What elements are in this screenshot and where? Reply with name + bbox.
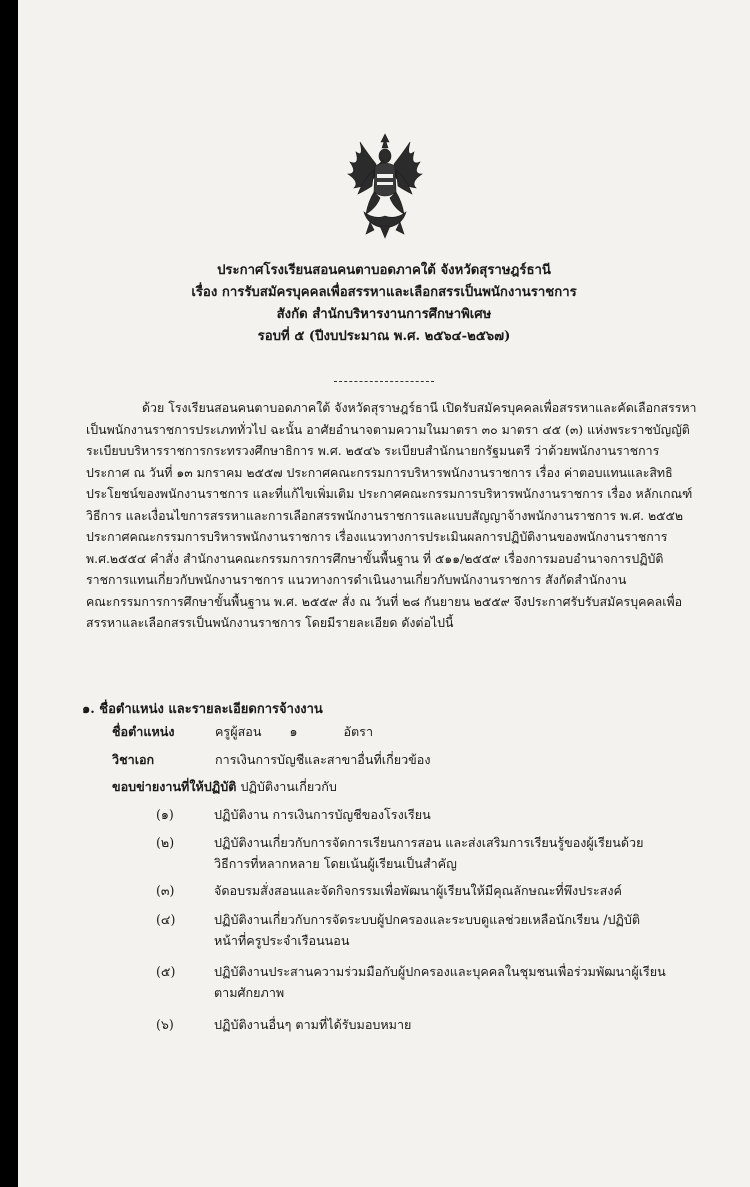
garuda-emblem-icon [330, 130, 440, 240]
heading-line-4: รอบที่ ๕ (ปีงบประมาณ พ.ศ. ๒๕๖๔-๒๕๖๗) [257, 329, 511, 344]
intro-line: วิธีการ และเงื่อนไขการสรรหาและการเลือกสรรพนักงานราชการและแบบสัญญาจ้างพนักงานราชการ พ.ศ. ๒๕๕๒ [86, 507, 684, 523]
duty-number: (๑) [156, 807, 174, 822]
duty-number: (๕) [156, 964, 176, 979]
major-row [112, 750, 430, 770]
duty-text: ปฏิบัติงานอื่นๆ ตามที่ได้รับมอบหมาย [214, 1017, 412, 1032]
intro-line: เป็นพนักงานราชการประเภททั่วไป ฉะนั้น อาศัยอำนาจตามความในมาตรา ๓๐ มาตรา ๔๕ (๓) แห่งพระราชบัญญัติ [86, 421, 690, 437]
position-count-label: อัตรา [343, 724, 374, 739]
intro-line: สรรหาและเลือกสรรเป็นพนักงานราชการ โดยมีรายละเอียด ดังต่อไปนี้ [86, 615, 454, 630]
intro-line: พ.ศ.๒๕๕๔ คำสั่ง สำนักงานคณะกรรมการการศึกษาขั้นพื้นฐาน ที่ ๕๑๑/๒๕๕๙ เรื่องการมอบอำนาจการปฏิบัติ [86, 550, 664, 566]
position-count-number: ๑ [289, 724, 298, 739]
heading-line-3: สังกัด สำนักบริหารงานการศึกษาพิเศษ [276, 307, 492, 322]
intro-line: ประกาศ ณ วันที่ ๑๓ มกราคม ๒๕๕๗ ประกาศคณะกรรมการบริหารพนักงานราชการ เรื่อง ค่าตอบแทนและสิทธิ [86, 464, 673, 480]
duty-text: ปฏิบัติงานเกี่ยวกับการจัดการเรียนการสอน และส่งเสริมการเรียนรู้ของผู้เรียนด้วย [214, 835, 644, 850]
intro-paragraph [86, 397, 738, 634]
heading-line-1: ประกาศโรงเรียนสอนคนตาบอดภาคใต้ จังหวัดสุราษฎร์ธานี [217, 263, 551, 278]
scope-row [112, 777, 337, 797]
duty-number: (๔) [156, 912, 176, 927]
duty-text: จัดอบรมสั่งสอนและจัดกิจกรรมเพื่อพัฒนาผู้เรียนให้มีคุณลักษณะที่พึงประสงค์ [214, 883, 622, 898]
duty-text: ปฏิบัติงานเกี่ยวกับการจัดระบบผู้ปกครองและระบบดูแลช่วยเหลือนักเรียน /ปฏิบัติ [214, 912, 641, 927]
position-value: ครูผู้สอน [215, 724, 262, 739]
heading-divider [334, 381, 434, 382]
intro-line: ราชการแทนเกี่ยวกับพนักงานราชการ แนวทางการดำเนินงานเกี่ยวกับพนักงานราชการ สังกัดสำนักงาน [86, 572, 627, 587]
duty-text: วิธีการที่หลากหลาย โดยเน้นผู้เรียนเป็นสำคัญ [214, 856, 457, 871]
major-value: การเงินการบัญชีและสาขาอื่นที่เกี่ยวข้อง [215, 752, 431, 767]
duty-text: ปฏิบัติงาน การเงินการบัญชีของโรงเรียน [214, 807, 431, 822]
duty-number: (๒) [156, 835, 175, 850]
intro-line: ประโยชน์ของพนักงานราชการ และที่แก้ไขเพิ่มเติม ประกาศคณะกรรมการบริหารพนักงานราชการ เรื่อง หลักเกณฑ์ [86, 486, 693, 501]
position-label: ชื่อตำแหน่ง [112, 724, 175, 739]
major-label: วิชาเอก [112, 752, 155, 767]
scope-label: ขอบข่ายงานที่ให้ปฏิบัติ [112, 779, 237, 794]
intro-line: ระเบียบบริหารราชการกระทรวงศึกษาธิการ พ.ศ. ๒๕๔๖ ระเบียบสำนักนายกรัฐมนตรี ว่าด้วยพนักงานราชการ [86, 443, 660, 458]
announcement-heading [18, 260, 750, 348]
duty-text: ตามศักยภาพ [214, 985, 285, 1000]
position-row [112, 722, 373, 742]
document-page [18, 0, 750, 1187]
scope-value: ปฏิบัติงานเกี่ยวกับ [240, 779, 337, 794]
duty-number: (๖) [156, 1017, 174, 1032]
intro-line: ประกาศคณะกรรมการบริหารพนักงานราชการ เรื่องแนวทางการประเมินผลการปฏิบัติงานของพนักงานราชการ [86, 529, 668, 544]
duty-text: หน้าที่ครูประจำเรือนนอน [214, 933, 350, 948]
duty-number: (๓) [156, 883, 175, 898]
intro-line: คณะกรรมการการศึกษาขั้นพื้นฐาน พ.ศ. ๒๕๕๙ สั่ง ณ วันที่ ๒๘ กันยายน ๒๕๕๙ จึงประกาศรับรับสมัครบุคคลเพื่อ [86, 593, 683, 609]
section-1-title: ๑. ชื่อตำแหน่ง และรายละเอียดการจ้างงาน [82, 702, 323, 717]
heading-line-2: เรื่อง การรับสมัครบุคคลเพื่อสรรหาและเลือกสรรเป็นพนักงานราชการ [191, 285, 577, 300]
duty-text: ปฏิบัติงานประสานความร่วมมือกับผู้ปกครองและบุคคลในชุมชนเพื่อร่วมพัฒนาผู้เรียน [214, 964, 666, 979]
intro-line: ด้วย โรงเรียนสอนคนตาบอดภาคใต้ จังหวัดสุราษฎร์ธานี เปิดรับสมัครบุคคลเพื่อสรรหาและคัดเลือกสรรหา [142, 400, 697, 415]
